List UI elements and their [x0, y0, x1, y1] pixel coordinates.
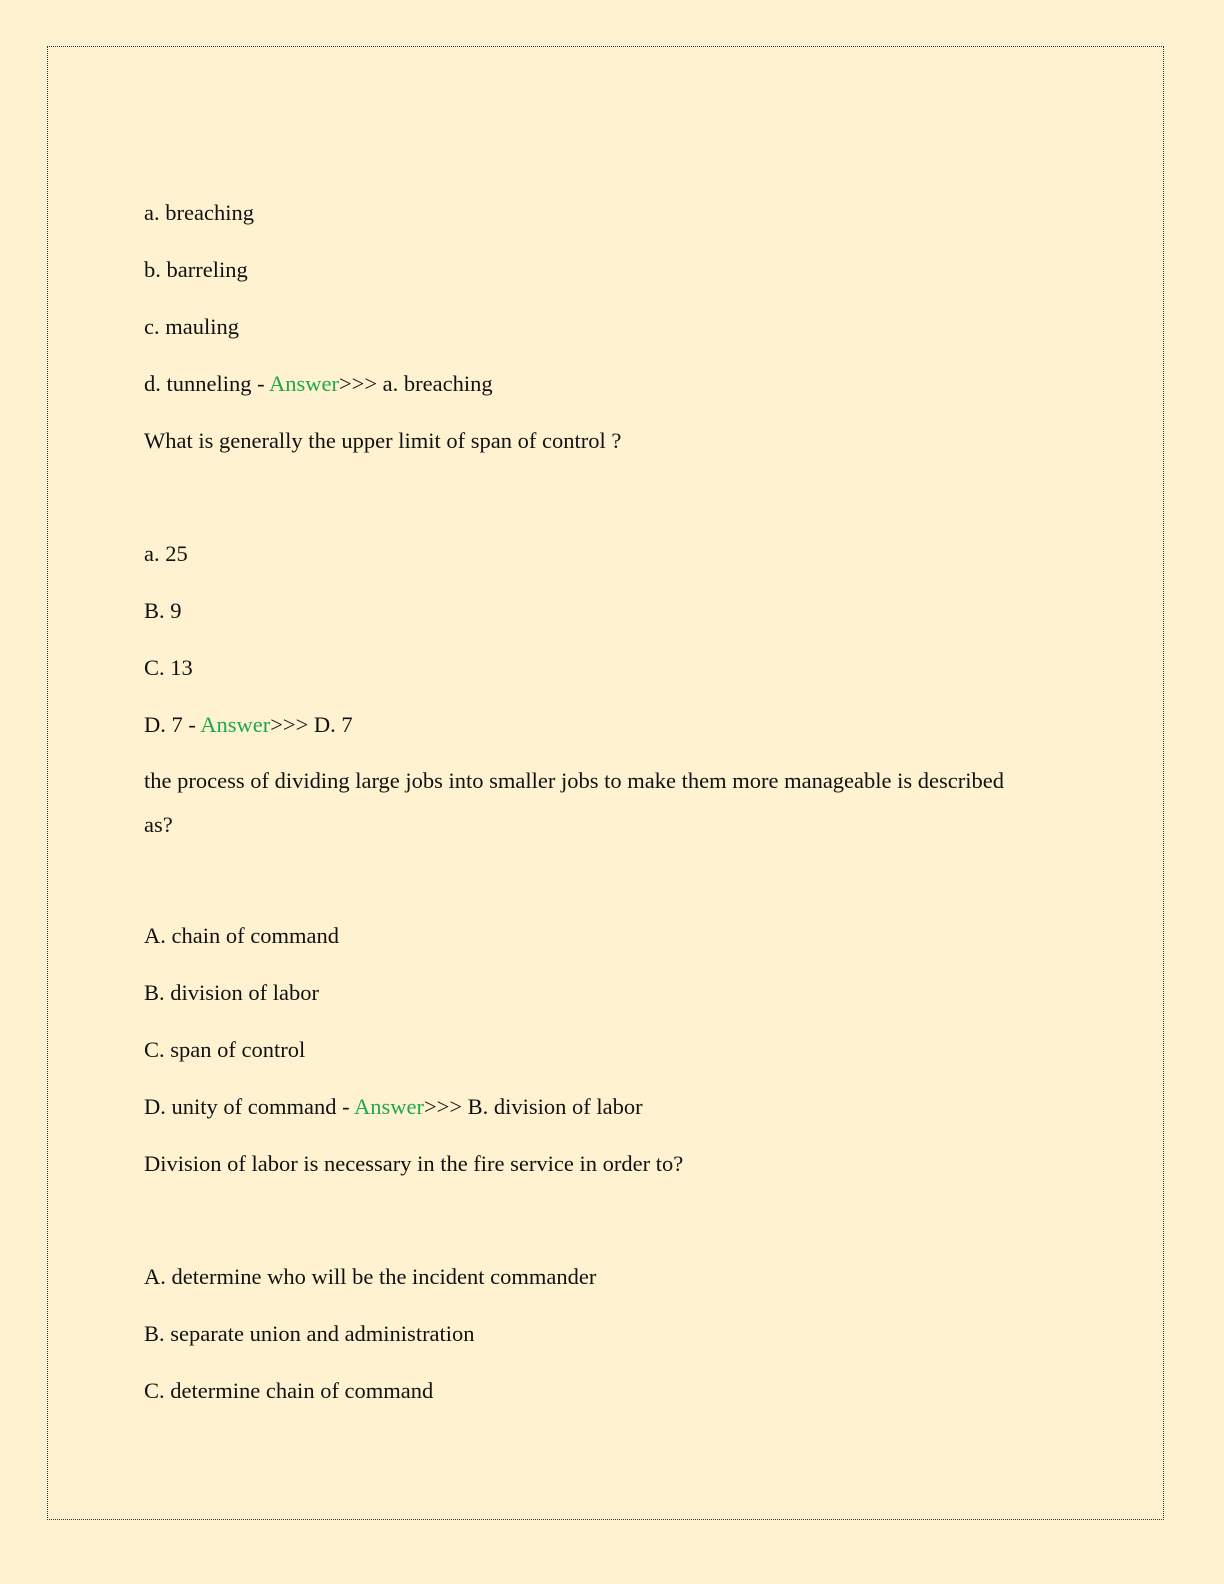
q2-option-c: C. 13 — [144, 655, 193, 680]
q2-option-b: B. 9 — [144, 598, 182, 623]
q3-answer-label: Answer — [353, 1094, 424, 1119]
q1-option-b: b. barreling — [144, 257, 248, 282]
q4-option-a: A. determine who will be the incident commander — [144, 1264, 597, 1289]
q3-question-line-1: the process of dividing large jobs into smaller jobs to make them more manageable is described — [144, 768, 1004, 793]
q4-option-b: B. separate union and administration — [144, 1321, 475, 1346]
q3-answer-value: >>> B. division of labor — [423, 1094, 643, 1119]
q1-option-d-text: d. tunneling - — [144, 371, 269, 396]
q2-answer-value: >>> D. 7 — [270, 712, 353, 737]
q2-option-a: a. 25 — [144, 541, 188, 566]
q1-option-d — [144, 369, 493, 399]
q1-answer-label: Answer — [269, 371, 339, 396]
q2-option-d — [144, 710, 353, 740]
q4-option-c: C. determine chain of command — [144, 1378, 434, 1403]
q3-option-d — [144, 1092, 643, 1122]
q2-question: What is generally the upper limit of span of control ? — [144, 428, 622, 453]
q3-option-b: B. division of labor — [144, 980, 319, 1005]
q2-answer-label: Answer — [200, 712, 271, 737]
q3-option-d-text: D. unity of command - — [144, 1094, 354, 1119]
q1-option-c: c. mauling — [144, 314, 239, 339]
q3-question-line-2: as? — [144, 812, 173, 837]
q1-answer-value: >>> a. breaching — [338, 371, 493, 396]
q3-option-c: C. span of control — [144, 1037, 306, 1062]
q1-option-a: a. breaching — [144, 200, 254, 225]
q2-option-d-text: D. 7 - — [144, 712, 201, 737]
q4-question: Division of labor is necessary in the fire service in order to? — [144, 1151, 684, 1176]
q3-option-a: A. chain of command — [144, 923, 339, 948]
